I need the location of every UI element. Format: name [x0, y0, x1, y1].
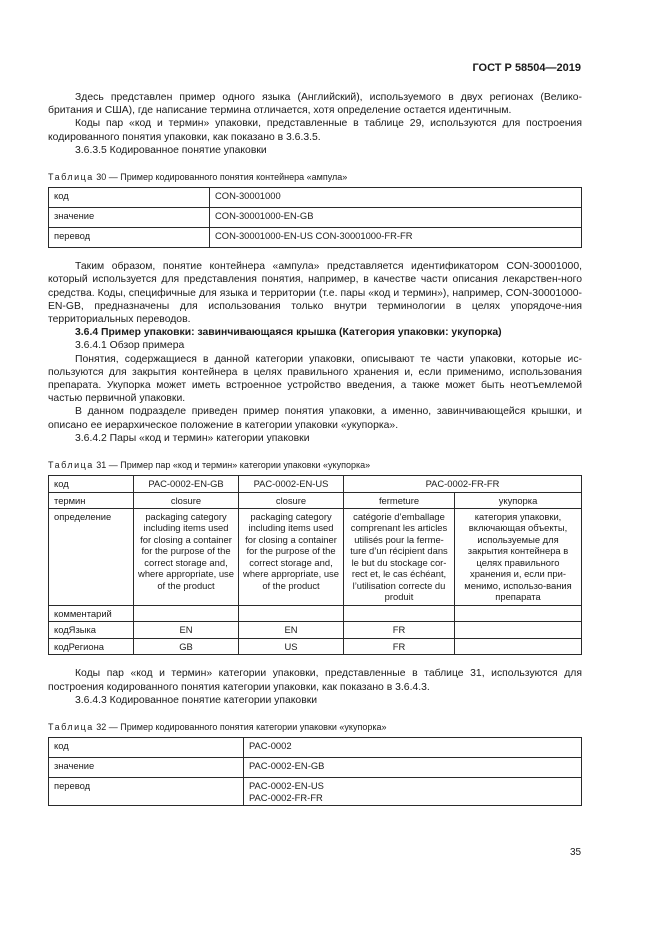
table-31	[48, 475, 582, 655]
page-content	[48, 91, 582, 806]
table-cell: кодЯзыка	[49, 622, 134, 638]
table-cell	[455, 606, 582, 622]
table-cell: термин	[49, 492, 134, 508]
table-cell: код	[49, 738, 244, 758]
table-row	[49, 758, 582, 778]
table-cell: FR	[344, 638, 455, 654]
table-cell: код	[49, 476, 134, 492]
table-cell: комментарий	[49, 606, 134, 622]
paragraph: В данном подразделе приведен пример понятия упаковки, а именно, завинчивающейся крышки, и описано ее иерархическое положение в категории упаковки «укупорка».	[48, 406, 582, 431]
table-cell	[244, 778, 582, 806]
subsection-heading: 3.6.4.3 Кодированное понятие категории упаковки	[75, 694, 318, 706]
standard-header: ГОСТ Р 58504—2019	[472, 62, 581, 74]
table-cell: значение	[49, 758, 244, 778]
table-cell: PAC-0002-EN-US	[239, 476, 344, 492]
table-30	[48, 187, 582, 248]
table-row	[49, 509, 582, 606]
caption-text: 32 — Пример кодированного понятия категории упаковки «укупорка»	[93, 721, 387, 732]
table-row	[49, 492, 582, 508]
table-cell: CON-30001000-EN-GB	[210, 208, 582, 228]
table-cell: closure	[239, 492, 344, 508]
table-32-caption	[48, 721, 582, 734]
table-row	[49, 188, 582, 208]
table-cell: перевод	[49, 228, 210, 248]
table-cell	[344, 606, 455, 622]
table-cell: PAC-0002-FR-FR	[344, 476, 582, 492]
table-cell: укупорка	[455, 492, 582, 508]
table-cell: определение	[49, 509, 134, 606]
page-number: 35	[570, 847, 582, 858]
table-cell: GB	[134, 638, 239, 654]
table-row	[49, 606, 582, 622]
table-cell: категория упаковки, включающая объекты, используемые для закрытия контейнера в целях правильного хранения и, если при-менимо, использо-вания препарата	[455, 509, 582, 606]
table-cell	[134, 606, 239, 622]
table-row	[49, 622, 582, 638]
table-cell: PAC-0002-EN-GB	[244, 758, 582, 778]
section-heading: 3.6.3.5 Кодированное понятие упаковки	[75, 144, 267, 156]
table-cell: кодРегиона	[49, 638, 134, 654]
paragraph: Коды пар «код и термин» категории упаковки, представленные в таблице 31, используются для построения кодированного понятия категории упаковки, как показано в 3.6.4.3.	[48, 668, 582, 693]
paragraph: Здесь представлен пример одного языка (Английский), используемого в двух регионах (Велико-британия и США), где написание термина отличается, хотя определение остается идентичным.	[48, 92, 582, 117]
table-cell: значение	[49, 208, 210, 228]
table-row	[49, 738, 582, 758]
table-cell: catégorie d’emballage comprenant les articles utilisés pour la ferme-ture d’un récipient dans le but du stockage cor-rect et, le cas échéant, l’utilisation correcte du produit	[344, 509, 455, 606]
table-cell: FR	[344, 622, 455, 638]
table-row	[49, 778, 582, 806]
table-cell: код	[49, 188, 210, 208]
table-cell: PAC-0002-EN-GB	[134, 476, 239, 492]
table-cell: closure	[134, 492, 239, 508]
caption-text: 31 — Пример пар «код и термин» категории упаковки «укупорка»	[93, 460, 371, 471]
table-30-caption	[48, 171, 582, 184]
caption-text: 30 — Пример кодированного понятия контейнера «ампула»	[93, 172, 348, 183]
subsection-heading: 3.6.4.1 Обзор примера	[75, 340, 185, 352]
subsection-heading: 3.6.4.2 Пары «код и термин» категории упаковки	[75, 432, 310, 444]
table-row	[49, 638, 582, 654]
table-31-caption	[48, 459, 582, 472]
table-cell: US	[239, 638, 344, 654]
table-cell: fermeture	[344, 492, 455, 508]
table-row	[49, 476, 582, 492]
table-cell: packaging category including items used for closing a container for the purpose of the correct storage and, where appropriate, use of the product	[239, 509, 344, 606]
table-cell: CON-30001000-EN-US CON-30001000-FR-FR	[210, 228, 582, 248]
table-cell: CON-30001000	[210, 188, 582, 208]
paragraph: Понятия, содержащиеся в данной категории упаковки, описывают те части упаковки, которые ис-пользуются для закрытия контейнера в целях правильного хранения и, если применимо, использования препарата. Укупорка может иметь встроенное устройство введения, а также может быть неотъемлемой частью первичной упаковки.	[48, 353, 582, 405]
paragraph: Коды пар «код и термин» упаковки, представленные в таблице 29, используются для построения кодированного понятия упаковки, как показано в 3.6.3.5.	[48, 118, 582, 143]
table-cell	[239, 606, 344, 622]
translation-line: PAC-0002-EN-US	[249, 780, 324, 792]
table-cell: перевод	[49, 778, 244, 806]
caption-prefix: Таблица	[48, 721, 94, 732]
table-cell	[455, 638, 582, 654]
paragraph: Таким образом, понятие контейнера «ампула» представляется идентификатором CON-30001000, который используется для представления понятия, например, в качестве части описания лекарствен-ного средства. Коды, специфичные для языка и территории (т.е. пары «код и термин»), например, CON-30001000-EN-GB, предназначены для использования только внутри терминологии в целях упорядоче-ния территориальных переводов.	[48, 261, 582, 326]
section-heading: 3.6.4 Пример упаковки: завинчивающаяся крышка (Категория упаковки: укупорка)	[75, 327, 502, 339]
caption-prefix: Таблица	[48, 172, 94, 183]
table-32	[48, 737, 582, 806]
table-row	[49, 228, 582, 248]
table-cell: PAC-0002	[244, 738, 582, 758]
table-cell	[455, 622, 582, 638]
table-cell: EN	[134, 622, 239, 638]
table-cell: EN	[239, 622, 344, 638]
translation-line: PAC-0002-FR-FR	[249, 791, 323, 803]
caption-prefix: Таблица	[48, 460, 94, 471]
table-cell: packaging category including items used for closing a container for the purpose of the correct storage and, where appropriate, use of the product	[134, 509, 239, 606]
table-row	[49, 208, 582, 228]
